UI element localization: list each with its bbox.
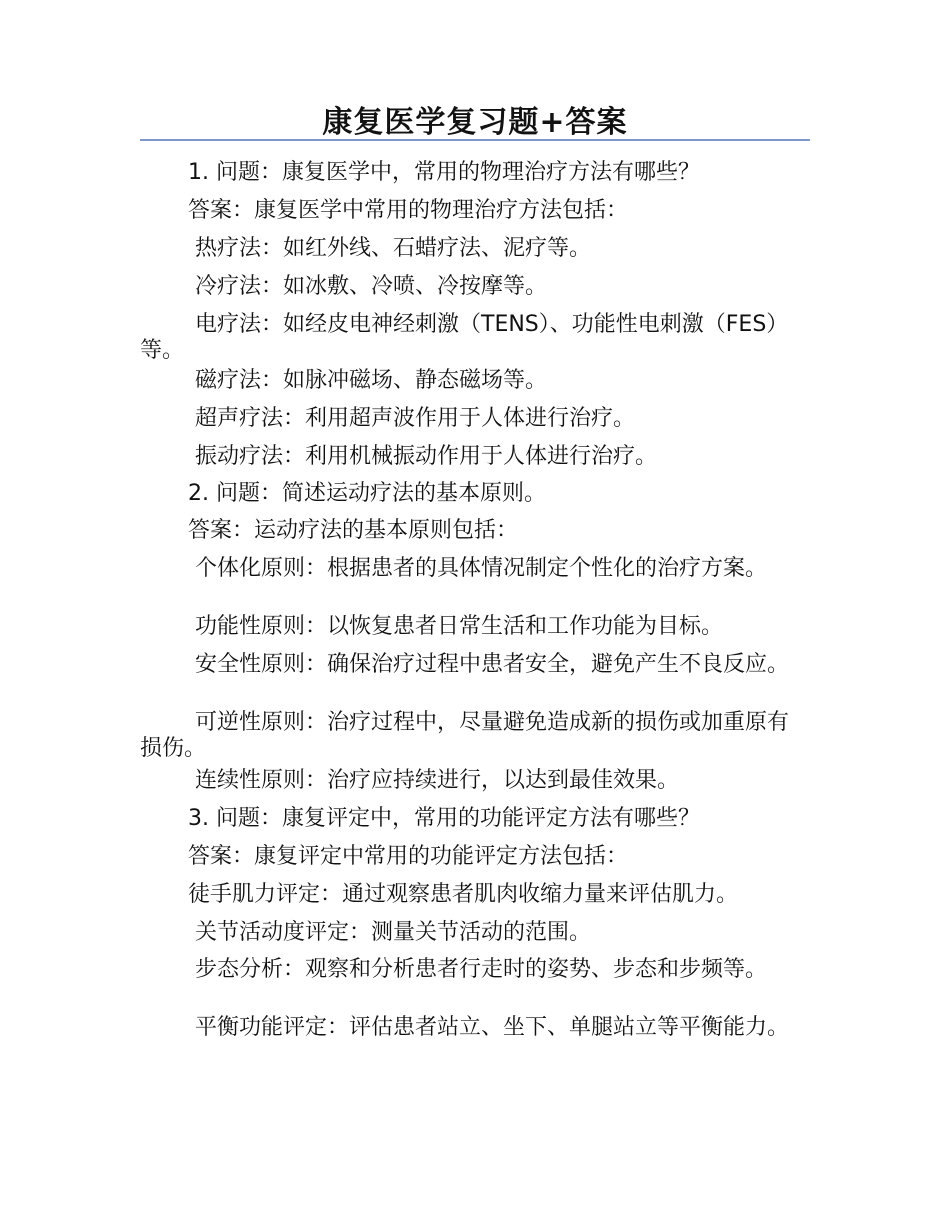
answer-2-intro: 答案：运动疗法的基本原则包括：	[188, 518, 519, 543]
answer-1-item-electric: 电疗法：如经皮电神经刺激（TENS）、功能性电刺激（FES）等。	[140, 312, 789, 363]
question-2: 2. 问题：简述运动疗法的基本原则。	[188, 481, 546, 506]
title-underline	[140, 139, 810, 141]
question-3: 3. 问题：康复评定中，常用的功能评定方法有哪些？	[188, 806, 700, 831]
answer-1-item-ultrasound: 超声疗法：利用超声波作用于人体进行治疗。	[195, 406, 636, 431]
answer-1-item-magnetic: 磁疗法：如脉冲磁场、静态磁场等。	[195, 368, 548, 393]
answer-2-item-functional: 功能性原则：以恢复患者日常生活和工作功能为目标。	[195, 614, 724, 639]
document-title: 康复医学复习题+答案	[322, 105, 628, 140]
answer-1-item-cold: 冷疗法：如冰敷、冷喷、冷按摩等。	[195, 274, 548, 299]
answer-1-intro: 答案：康复医学中常用的物理治疗方法包括：	[188, 198, 629, 223]
answer-2-item-continuity: 连续性原则：治疗应持续进行，以达到最佳效果。	[195, 768, 680, 793]
answer-3-item-gait: 步态分析：观察和分析患者行走时的姿势、步态和步频等。	[195, 957, 768, 982]
answer-3-intro: 答案：康复评定中常用的功能评定方法包括：	[188, 844, 629, 869]
question-1: 1. 问题：康复医学中，常用的物理治疗方法有哪些？	[188, 160, 700, 185]
answer-2-item-individual: 个体化原则：根据患者的具体情况制定个性化的治疗方案。	[195, 556, 768, 581]
answer-1-item-vibration: 振动疗法：利用机械振动作用于人体进行治疗。	[195, 444, 658, 469]
answer-3-item-range-of-motion: 关节活动度评定：测量关节活动的范围。	[195, 920, 592, 945]
answer-1-item-heat: 热疗法：如红外线、石蜡疗法、泥疗等。	[195, 236, 592, 261]
answer-2-item-safety: 安全性原则：确保治疗过程中患者安全，避免产生不良反应。	[195, 652, 790, 677]
answer-2-item-reversibility: 可逆性原则：治疗过程中，尽量避免造成新的损伤或加重原有损伤。	[140, 710, 790, 761]
answer-3-item-balance: 平衡功能评定：评估患者站立、坐下、单腿站立等平衡能力。	[195, 1015, 790, 1040]
answer-3-item-muscle: 徒手肌力评定：通过观察患者肌肉收缩力量来评估肌力。	[188, 882, 739, 907]
